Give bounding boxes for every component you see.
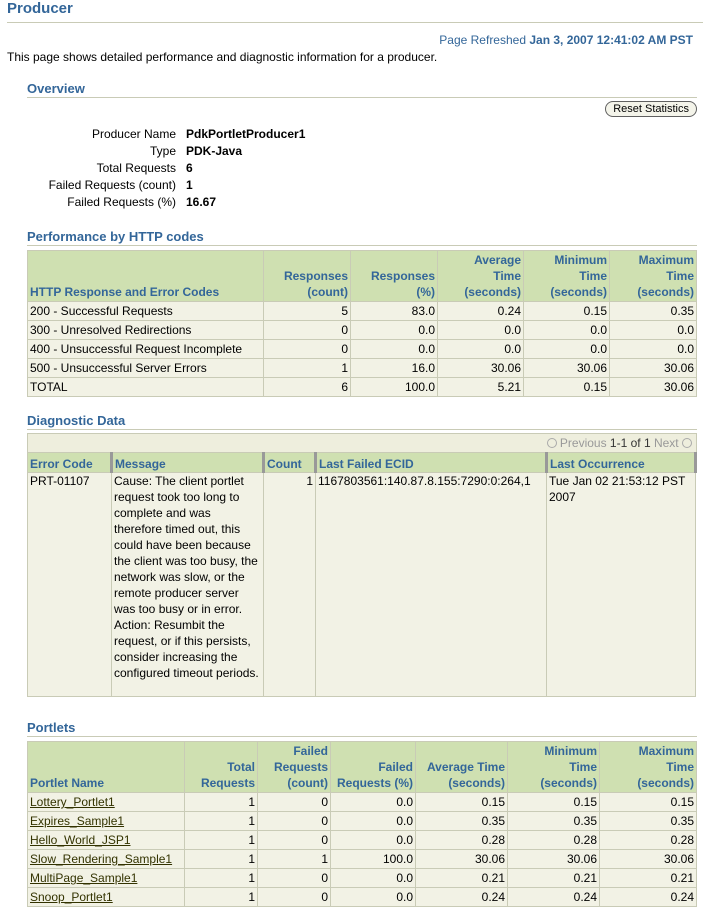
col-responses-pct[interactable]: Responses (%) — [351, 251, 438, 302]
table-row: TOTAL 6 100.0 5.21 0.15 30.06 — [28, 378, 697, 397]
table-row: Snoop_Portlet1 1 0 0.0 0.24 0.24 0.24 — [28, 888, 697, 907]
table-row: Lottery_Portlet1 1 0 0.0 0.15 0.15 0.15 — [28, 793, 697, 812]
portlets-table — [27, 741, 697, 907]
field-failed-pct: Failed Requests (%) 16.67 — [67, 195, 217, 209]
field-type: Type PDK-Java — [149, 144, 243, 158]
page-range: 1-1 of 1 — [609, 436, 651, 450]
overview-section — [27, 81, 697, 209]
table-row: Expires_Sample1 1 0 0.0 0.35 0.35 0.35 — [28, 812, 697, 831]
portlet-link[interactable]: Snoop_Portlet1 — [30, 890, 113, 904]
page-description: This page shows detailed performance and diagnostic information for a producer. — [7, 50, 438, 64]
http-section — [27, 229, 697, 397]
col-max-time[interactable]: Maximum Time (seconds) — [610, 251, 697, 302]
table-row: Slow_Rendering_Sample1 1 1 100.0 30.06 30.06 30.06 — [28, 850, 697, 869]
portlet-link[interactable]: Lottery_Portlet1 — [30, 795, 115, 809]
previous-icon[interactable] — [547, 438, 557, 448]
col-message[interactable]: Message — [112, 453, 264, 473]
title-divider — [7, 22, 703, 23]
diagnostic-section — [27, 413, 697, 697]
table-row: Hello_World_JSP1 1 0 0.0 0.28 0.28 0.28 — [28, 831, 697, 850]
col-avg-time[interactable]: Average Time (seconds) — [416, 742, 508, 793]
col-count[interactable]: Count — [264, 453, 316, 473]
col-failed-pct[interactable]: Failed Requests (%) — [331, 742, 416, 793]
col-http-code[interactable]: HTTP Response and Error Codes — [28, 251, 264, 302]
field-failed-count: Failed Requests (count) 1 — [48, 178, 193, 192]
overview-fields — [27, 126, 305, 211]
field-total-requests: Total Requests 6 — [96, 161, 193, 175]
portlets-header: Portlets — [27, 720, 697, 737]
diagnostic-header: Diagnostic Data — [27, 413, 697, 430]
portlet-link[interactable]: Expires_Sample1 — [30, 814, 125, 828]
table-row: PRT-01107 Cause: The client portlet request took too long to complete and was therefore timed out, this could have been because the client was too busy, the network was slow, or the remote producer server was too busy or in error. Action: Resumbit the request, or if this persists, consider increasing the configured timeout periods. 1 1167803561:140.87.8.155:7290:0:264,1 Tue Jan 02 21:53:12 PST 2007 — [28, 473, 696, 697]
portlet-link[interactable]: MultiPage_Sample1 — [30, 871, 138, 885]
table-row: 200 - Successful Requests 5 83.0 0.24 0.15 0.35 — [28, 302, 697, 321]
col-max-time[interactable]: Maximum Time (seconds) — [600, 742, 697, 793]
reset-statistics-button[interactable]: Reset Statistics — [605, 101, 697, 117]
page-title: Producer — [7, 0, 73, 17]
refresh-label: Page Refreshed — [439, 33, 527, 47]
next-link[interactable]: Next — [653, 436, 679, 450]
field-producer-name: Producer Name PdkPortletProducer1 — [91, 127, 306, 141]
portlet-link[interactable]: Hello_World_JSP1 — [30, 833, 131, 847]
page-refreshed — [439, 33, 693, 47]
pager — [27, 433, 697, 452]
next-icon[interactable] — [682, 438, 692, 448]
overview-header: Overview — [27, 81, 697, 98]
table-row: 400 - Unsuccessful Request Incomplete 0 0.0 0.0 0.0 0.0 — [28, 340, 697, 359]
col-responses-count[interactable]: Responses (count) — [264, 251, 351, 302]
http-header: Performance by HTTP codes — [27, 229, 697, 246]
previous-link[interactable]: Previous — [559, 436, 607, 450]
refresh-time: Jan 3, 2007 12:41:02 AM PST — [529, 33, 693, 47]
col-portlet-name[interactable]: Portlet Name — [28, 742, 185, 793]
col-avg-time[interactable]: Average Time (seconds) — [438, 251, 524, 302]
table-row: 500 - Unsuccessful Server Errors 1 16.0 30.06 30.06 30.06 — [28, 359, 697, 378]
col-error-code[interactable]: Error Code — [28, 453, 112, 473]
col-last-occurrence[interactable]: Last Occurrence — [547, 453, 696, 473]
table-row: MultiPage_Sample1 1 0 0.0 0.21 0.21 0.21 — [28, 869, 697, 888]
portlets-section — [27, 720, 697, 907]
table-row: 300 - Unresolved Redirections 0 0.0 0.0 0.0 0.0 — [28, 321, 697, 340]
col-last-failed-ecid[interactable]: Last Failed ECID — [316, 453, 547, 473]
col-min-time[interactable]: Minimum Time (seconds) — [524, 251, 610, 302]
col-min-time[interactable]: Minimum Time (seconds) — [508, 742, 600, 793]
col-failed-count[interactable]: Failed Requests (count) — [258, 742, 331, 793]
col-total-requests[interactable]: Total Requests — [185, 742, 258, 793]
portlet-link[interactable]: Slow_Rendering_Sample1 — [30, 852, 173, 866]
http-table — [27, 250, 697, 397]
diagnostic-table — [27, 452, 697, 697]
